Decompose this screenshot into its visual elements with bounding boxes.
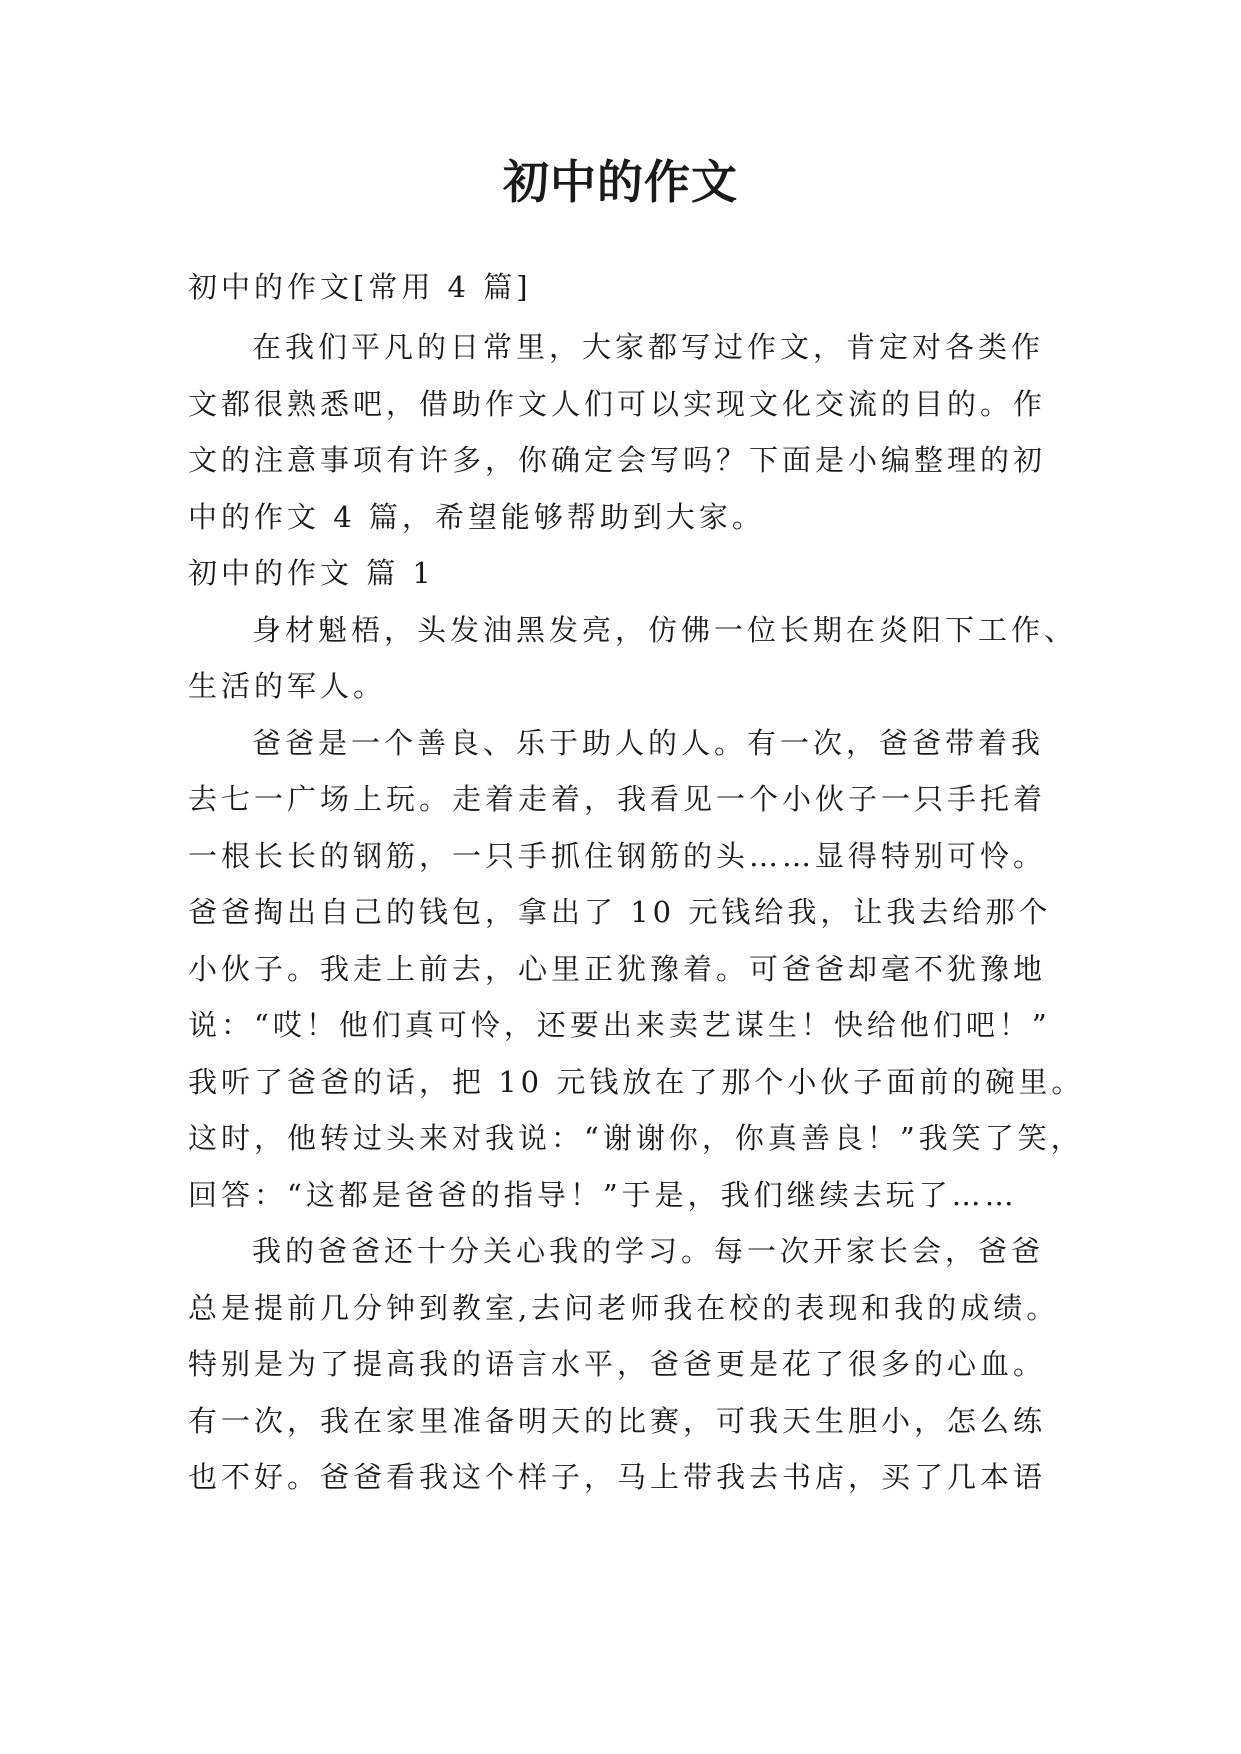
page-title: 初中的作文 xyxy=(503,155,738,209)
intro-line: 中的作文 4 篇，希望能够帮助到大家。 xyxy=(188,500,765,534)
paragraph-line: 我听了爸爸的话，把 10 元钱放在了那个小伙子面前的碗里。 xyxy=(188,1065,1085,1099)
section-heading: 初中的作文 篇 1 xyxy=(188,556,435,590)
paragraph-line: 爸爸掏出自己的钱包，拿出了 10 元钱给我，让我去给那个 xyxy=(188,895,1052,929)
paragraph-line: 回答：“这都是爸爸的指导！”于是，我们继续去玩了…… xyxy=(188,1178,1018,1212)
paragraph-line: 身材魁梧，头发油黑发亮，仿佛一位长期在炎阳下工作、 xyxy=(252,613,1078,647)
paragraph-line: 小伙子。我走上前去，心里正犹豫着。可爸爸却毫不犹豫地 xyxy=(188,952,1047,986)
paragraph-line: 我的爸爸还十分关心我的学习。每一次开家长会，爸爸 xyxy=(252,1234,1045,1268)
intro-line: 在我们平凡的日常里，大家都写过作文，肯定对各类作 xyxy=(252,330,1045,364)
paragraph-line: 有一次，我在家里准备明天的比赛，可我天生胆小，怎么练 xyxy=(188,1404,1047,1438)
intro-line: 文都很熟悉吧，借助作文人们可以实现文化交流的目的。作 xyxy=(188,387,1047,421)
paragraph-line: 也不好。爸爸看我这个样子，马上带我去书店，买了几本语 xyxy=(188,1460,1047,1494)
paragraph-line: 去七一广场上玩。走着走着，我看见一个小伙子一只手托着 xyxy=(188,782,1047,816)
paragraph-line: 说：“哎！他们真可怜，还要出来卖艺谋生！快给他们吧！” xyxy=(188,1008,1051,1042)
paragraph-line: 一根长长的钢筋，一只手抓住钢筋的头……显得特别可怜。 xyxy=(188,839,1047,873)
paragraph-line: 特别是为了提高我的语言水平，爸爸更是花了很多的心血。 xyxy=(188,1347,1047,1381)
paragraph-line: 生活的军人。 xyxy=(188,669,387,703)
intro-line: 文的注意事项有许多，你确定会写吗？下面是小编整理的初 xyxy=(188,443,1047,477)
paragraph-line: 总是提前几分钟到教室,去问老师我在校的表现和我的成绩。 xyxy=(188,1291,1060,1325)
paragraph-line: 爸爸是一个善良、乐于助人的人。有一次，爸爸带着我 xyxy=(252,726,1045,760)
document-subtitle: 初中的作文[常用 4 篇] xyxy=(188,270,532,304)
paragraph-line: 这时，他转过头来对我说：“谢谢你，你真善良！”我笑了笑， xyxy=(188,1121,1084,1155)
